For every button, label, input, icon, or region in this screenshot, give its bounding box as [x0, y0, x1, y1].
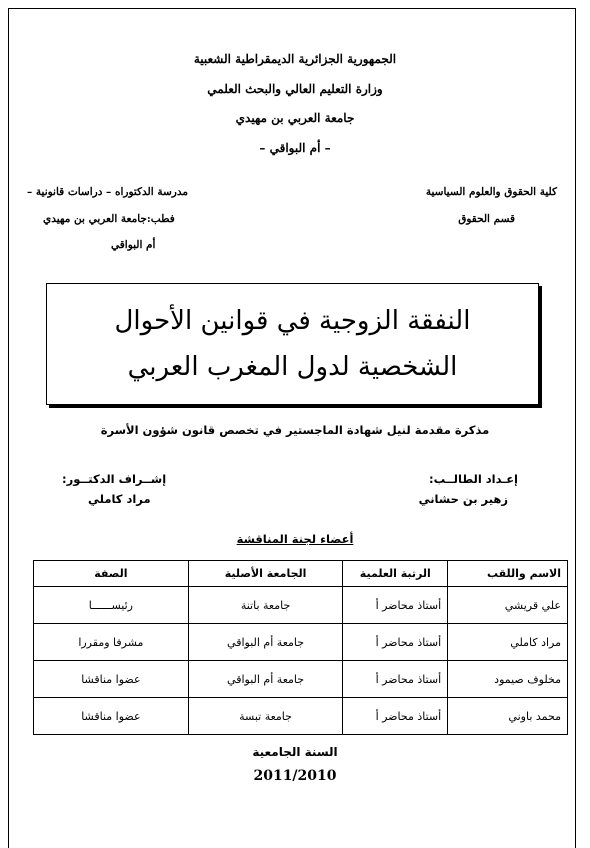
- member-role: رئيســــــا: [34, 587, 189, 624]
- member-name: علي قريشي: [448, 587, 568, 624]
- member-name: محمد باوني: [448, 698, 568, 735]
- committee-title: أعضاء لجنة المناقشة: [236, 532, 354, 546]
- branch-city-label: أم البواقي: [111, 239, 156, 251]
- faculty-label: كلية الحقوق والعلوم السياسية: [425, 186, 557, 198]
- table-row: [34, 587, 568, 624]
- column-header-name: الاسم واللقب: [448, 561, 568, 587]
- department-label: قسم الحقوق: [458, 213, 515, 225]
- academic-year-value: 2011/2010: [253, 768, 337, 784]
- member-rank: أستاذ محاضر أ: [343, 698, 448, 735]
- student-label: إعـداد الطالــب:: [429, 472, 518, 486]
- column-header-university: الجامعة الأصلية: [188, 561, 343, 587]
- doctoral-school-label: مدرسة الدكتوراه – دراسات قانونية –: [27, 186, 188, 198]
- column-header-role: الصفة: [34, 561, 189, 587]
- table-row: [34, 661, 568, 698]
- member-university: جامعة أم البواقي: [188, 661, 343, 698]
- member-name: مخلوف صيمود: [448, 661, 568, 698]
- university-heading: جامعة العربي بن مهيدي: [235, 111, 355, 125]
- member-rank: أستاذ محاضر أ: [343, 661, 448, 698]
- member-university: جامعة أم البواقي: [188, 624, 343, 661]
- thesis-title-box: [46, 283, 539, 405]
- city-heading: – أم البواقي –: [259, 141, 331, 155]
- branch-label: فطب:جامعة العربي بن مهيدي: [43, 213, 175, 225]
- thesis-title-line-2: الشخصية لدول المغرب العربي: [127, 352, 458, 382]
- table-row: [34, 624, 568, 661]
- member-role: مشرفا ومقررا: [34, 624, 189, 661]
- member-rank: أستاذ محاضر أ: [343, 624, 448, 661]
- column-header-rank: الرتبة العلمية: [343, 561, 448, 587]
- member-role: عضوا مناقشا: [34, 698, 189, 735]
- table-header-row: [34, 561, 568, 587]
- republic-heading: الجمهورية الجزائرية الديمقراطية الشعبية: [193, 52, 397, 66]
- table-row: [34, 698, 568, 735]
- member-university: جامعة باتنة: [188, 587, 343, 624]
- member-rank: أستاذ محاضر أ: [343, 587, 448, 624]
- supervisor-label: إشــراف الدكتــور:: [62, 472, 167, 486]
- member-university: جامعة تبسة: [188, 698, 343, 735]
- thesis-title-line-1: النفقة الزوجية في قوانين الأحوال: [114, 306, 471, 336]
- thesis-subtitle: مذكرة مقدمة لنيل شهادة الماجستير في تخصص قانون شؤون الأسرة: [100, 423, 490, 437]
- academic-year-label: السنة الجامعية: [252, 745, 338, 759]
- committee-table: [33, 560, 568, 735]
- supervisor-name: مراد كاملي: [88, 492, 151, 506]
- member-name: مراد كاملي: [448, 624, 568, 661]
- member-role: عضوا مناقشا: [34, 661, 189, 698]
- student-name: زهير بن حشاني: [418, 492, 508, 506]
- ministry-heading: وزارة التعليم العالي والبحث العلمي: [207, 82, 383, 96]
